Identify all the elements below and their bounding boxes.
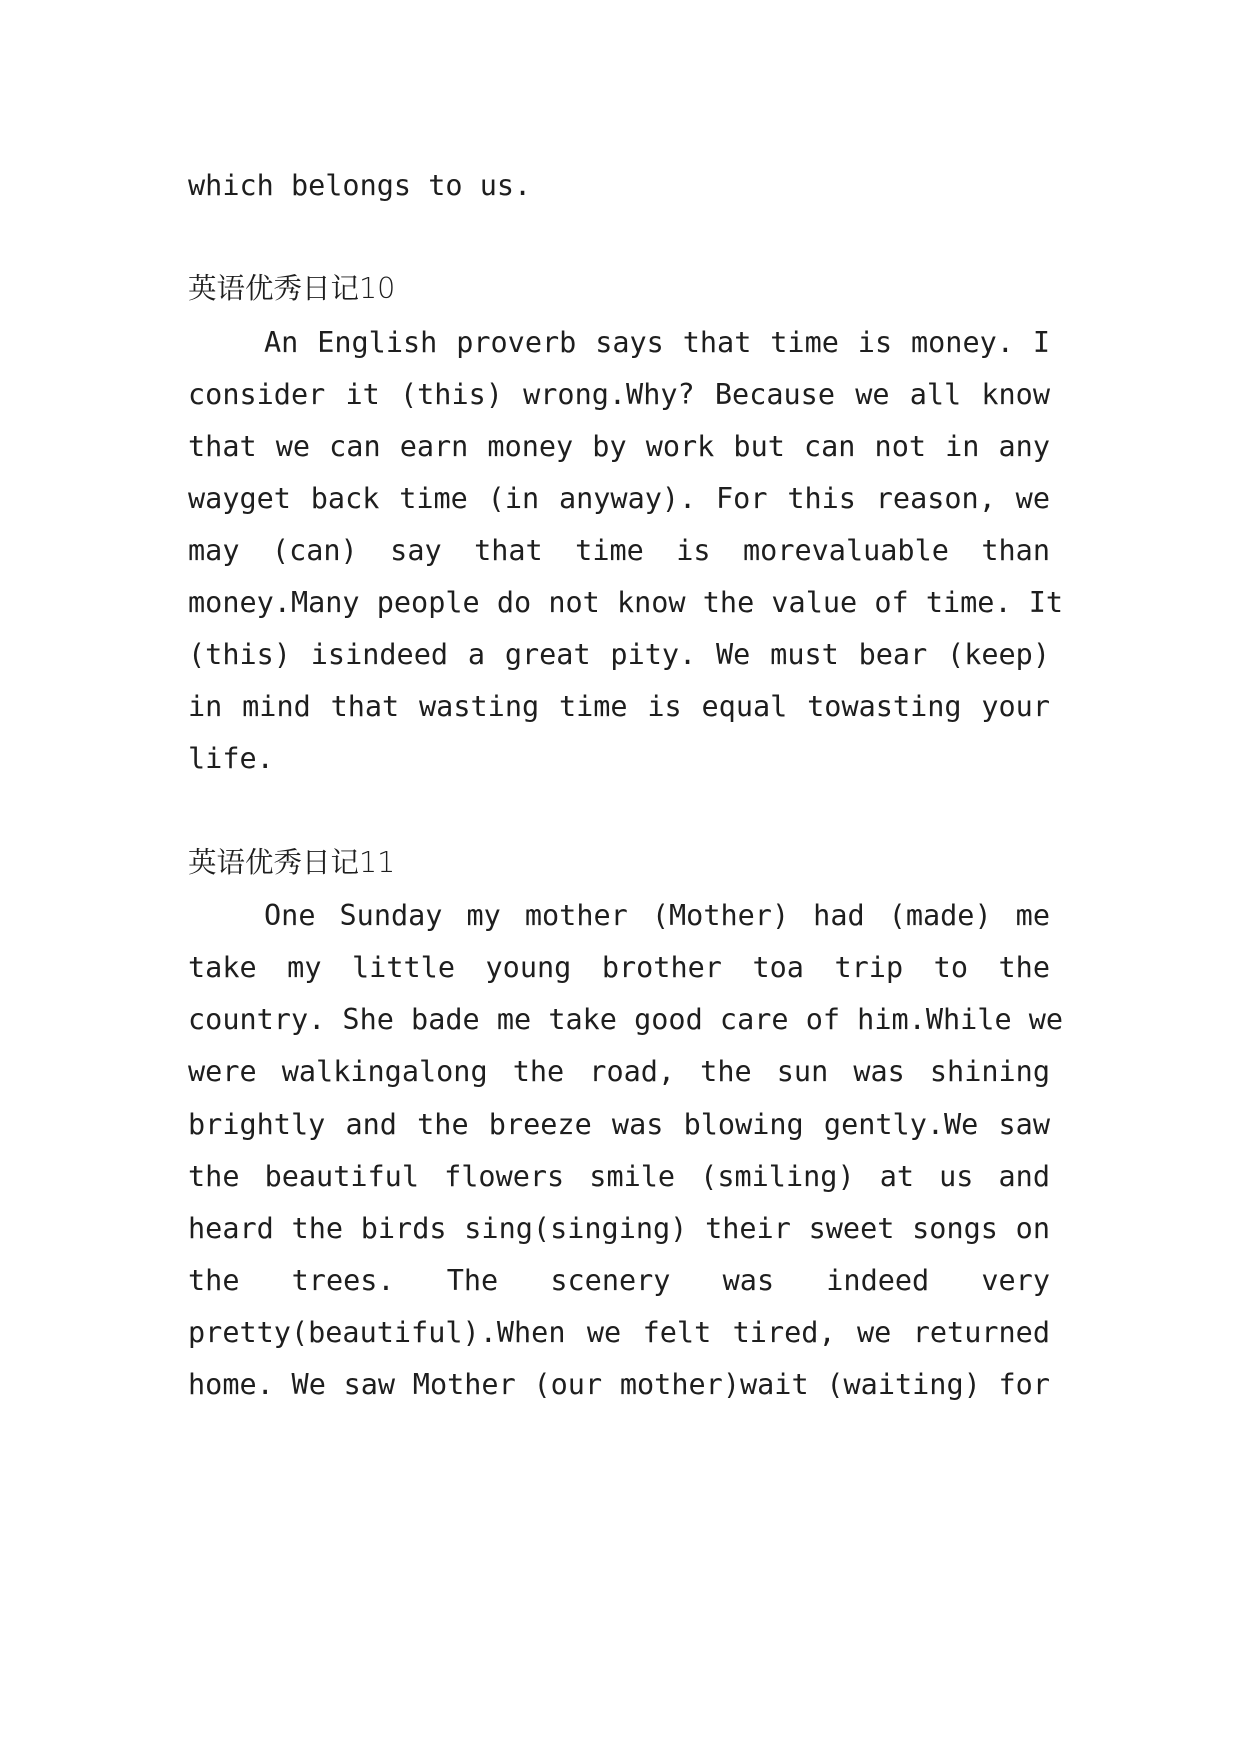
paragraph-line: take my little young brother toa trip to the xyxy=(188,951,1050,984)
paragraph-line: brightly and the breeze was blowing gently.We saw xyxy=(188,1108,1050,1141)
entry-heading: 英语优秀日记11 xyxy=(188,846,396,879)
paragraph-line: were walkingalong the road, the sun was shining xyxy=(188,1055,1050,1088)
paragraph-line: consider it (this) wrong.Why? Because we all know xyxy=(188,378,1050,411)
paragraph-line: the beautiful flowers smile (smiling) at us and xyxy=(188,1160,1050,1193)
paragraph-line: An English proverb says that time is money. I xyxy=(264,326,1050,359)
intro-line: which belongs to us. xyxy=(188,169,532,202)
paragraph-line: (this) isindeed a great pity. We must bear (keep) xyxy=(188,638,1050,671)
paragraph-line: may (can) say that time is morevaluable than xyxy=(188,534,1050,567)
paragraph-line: pretty(beautiful).When we felt tired, we returned xyxy=(188,1316,1050,1349)
entry-heading: 英语优秀日记10 xyxy=(188,272,396,305)
paragraph-line: life. xyxy=(188,742,274,775)
paragraph-line: home. We saw Mother (our mother)wait (waiting) for xyxy=(188,1368,1050,1401)
paragraph-line: heard the birds sing(singing) their sweet songs on xyxy=(188,1212,1050,1245)
paragraph-line: wayget back time (in anyway). For this reason, we xyxy=(188,482,1050,515)
paragraph-line: money.Many people do not know the value of time. It xyxy=(188,586,1064,619)
paragraph-line: country. She bade me take good care of him.While we xyxy=(188,1003,1064,1036)
paragraph-line: in mind that wasting time is equal towasting your xyxy=(188,690,1050,723)
paragraph-line: that we can earn money by work but can not in any xyxy=(188,430,1050,463)
paragraph-line: One Sunday my mother (Mother) had (made) me xyxy=(264,899,1050,932)
paragraph-line: the trees. The scenery was indeed very xyxy=(188,1264,1050,1297)
